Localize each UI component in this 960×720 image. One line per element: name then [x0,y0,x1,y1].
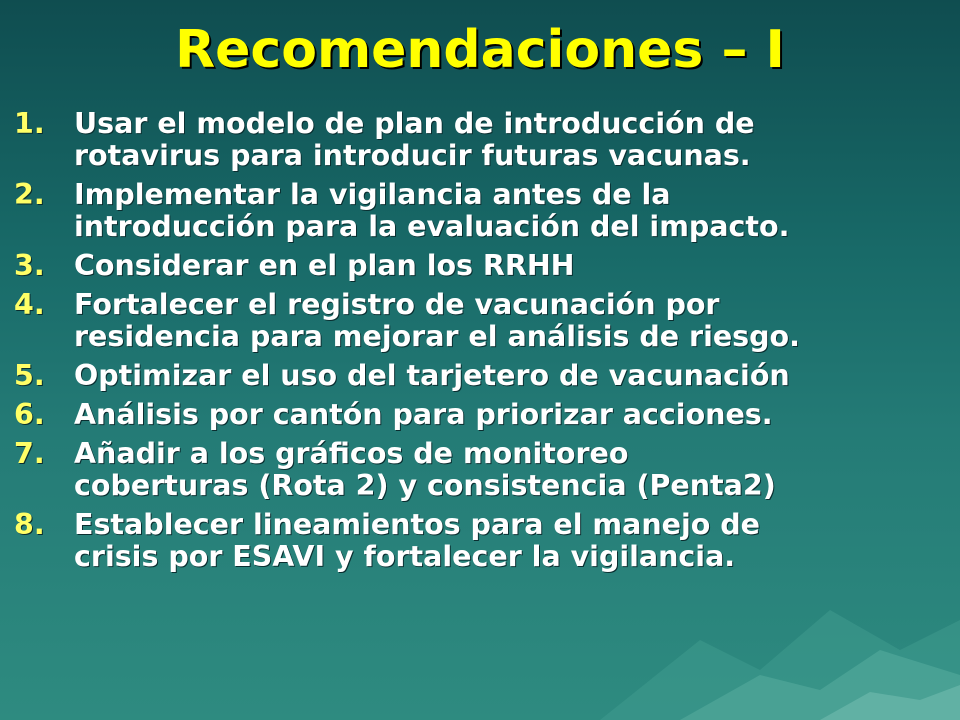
list-item [14,250,954,282]
item-text: Añadir a los gráficos de monitoreo coberturas (Rota 2) y consistencia (Penta2) [74,437,776,502]
list-item [14,399,954,431]
item-text: Optimizar el uso del tarjetero de vacunación [74,359,790,392]
item-number: 6. [14,398,45,431]
list-item [14,438,954,502]
recommendations-list [14,108,954,580]
item-text: Establecer lineamientos para el manejo de crisis por ESAVI y fortalecer la vigilancia. [74,508,760,573]
item-number: 1. [14,107,45,140]
item-number: 4. [14,288,45,321]
item-number: 8. [14,508,45,541]
item-text: Análisis por cantón para priorizar acciones. [74,398,773,431]
item-number: 7. [14,437,45,470]
item-number: 2. [14,178,45,211]
item-text: Fortalecer el registro de vacunación por residencia para mejorar el análisis de riesgo. [74,288,800,353]
item-text: Implementar la vigilancia antes de la introducción para la evaluación del impacto. [74,178,790,243]
slide-title: Recomendaciones – I [175,20,785,80]
list-item [14,360,954,392]
list-item [14,108,954,172]
list-item [14,289,954,353]
item-text: Usar el modelo de plan de introducción de rotavirus para introducir futuras vacunas. [74,107,755,172]
list-item [14,179,954,243]
item-number: 5. [14,359,45,392]
item-text: Considerar en el plan los RRHH [74,249,575,282]
item-number: 3. [14,249,45,282]
list-item [14,509,954,573]
